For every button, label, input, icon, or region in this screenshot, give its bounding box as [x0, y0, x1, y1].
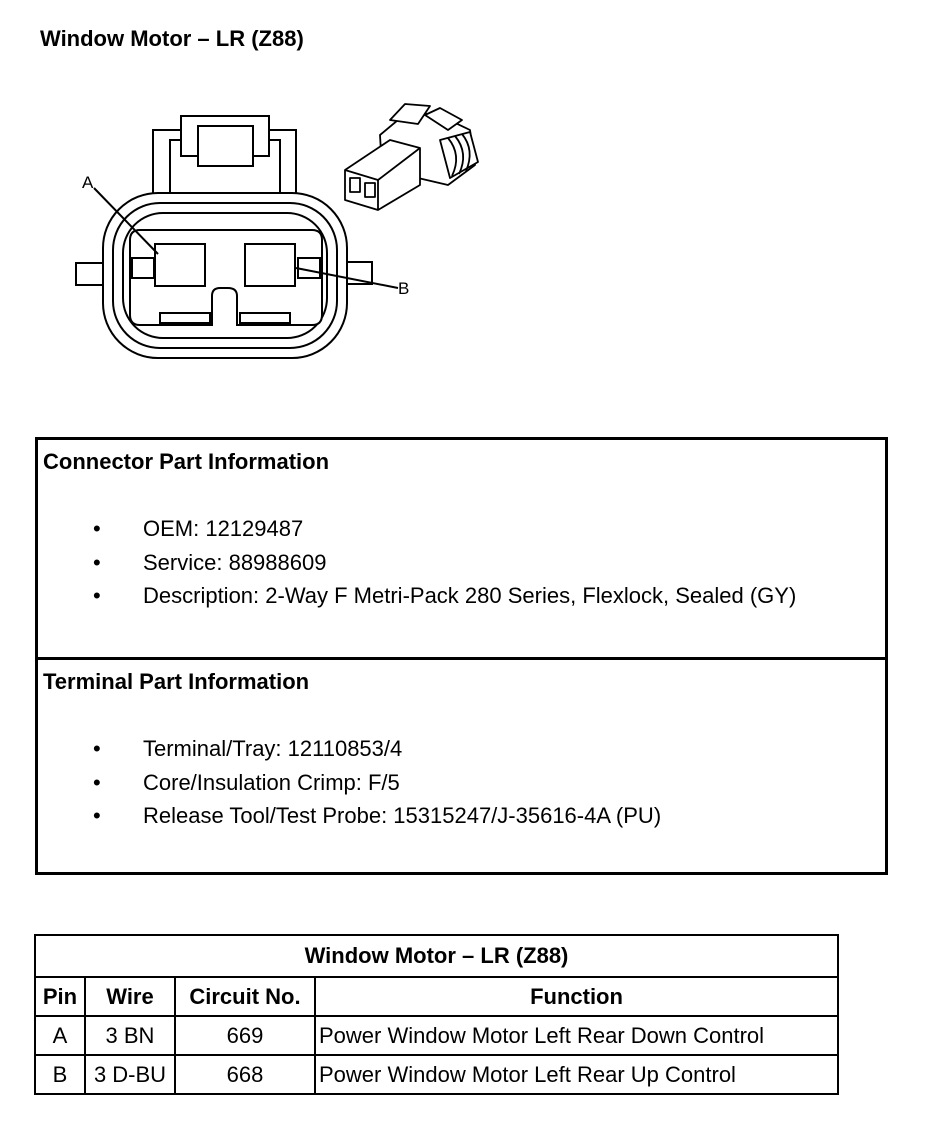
pin-b-label: B — [398, 279, 410, 298]
cell-circuit: 669 — [175, 1016, 315, 1055]
cell-circuit: 668 — [175, 1055, 315, 1094]
part-info-box — [35, 437, 888, 875]
connector-diagram — [0, 0, 944, 430]
connector-part-info: Connector Part Information • OEM: 12129487 • Service: 88988609 • Description: 2-Way F Metri-Pack 280 Series, Flexlock, Sealed (GY) — [38, 440, 885, 660]
connector-part-info-heading: Connector Part Information — [43, 449, 330, 474]
cell-wire: 3 BN — [85, 1016, 175, 1055]
column-header-wire: Wire — [85, 977, 175, 1016]
column-header-circuit: Circuit No. — [175, 977, 315, 1016]
table-row — [35, 1016, 838, 1055]
cell-pin: A — [35, 1016, 85, 1055]
cell-function: Power Window Motor Left Rear Up Control — [315, 1055, 838, 1094]
pin-a-label: A — [82, 173, 94, 192]
page-title: Window Motor – LR (Z88) — [40, 26, 304, 51]
pin-table-caption: Window Motor – LR (Z88) — [35, 935, 838, 977]
left-side-tab — [76, 263, 106, 285]
cell-function: Power Window Motor Left Rear Down Control — [315, 1016, 838, 1055]
terminal-part-info-heading: Terminal Part Information — [43, 669, 310, 694]
table-row — [35, 1055, 838, 1094]
terminal-part-info: Terminal Part Information • Terminal/Tray: 12110853/4 • Core/Insulation Crimp: F/5 • Release Tool/Test Probe: 15315247/J-35616-4A (PU) — [43, 669, 662, 828]
column-header-pin: Pin — [35, 977, 85, 1016]
cell-pin: B — [35, 1055, 85, 1094]
cell-wire: 3 D-BU — [85, 1055, 175, 1094]
column-header-function: Function — [315, 977, 838, 1016]
connector-iso-icon — [345, 104, 478, 210]
terminal-cavity-b — [245, 244, 295, 286]
pin-table — [34, 934, 839, 1095]
terminal-cavity-a — [155, 244, 205, 286]
